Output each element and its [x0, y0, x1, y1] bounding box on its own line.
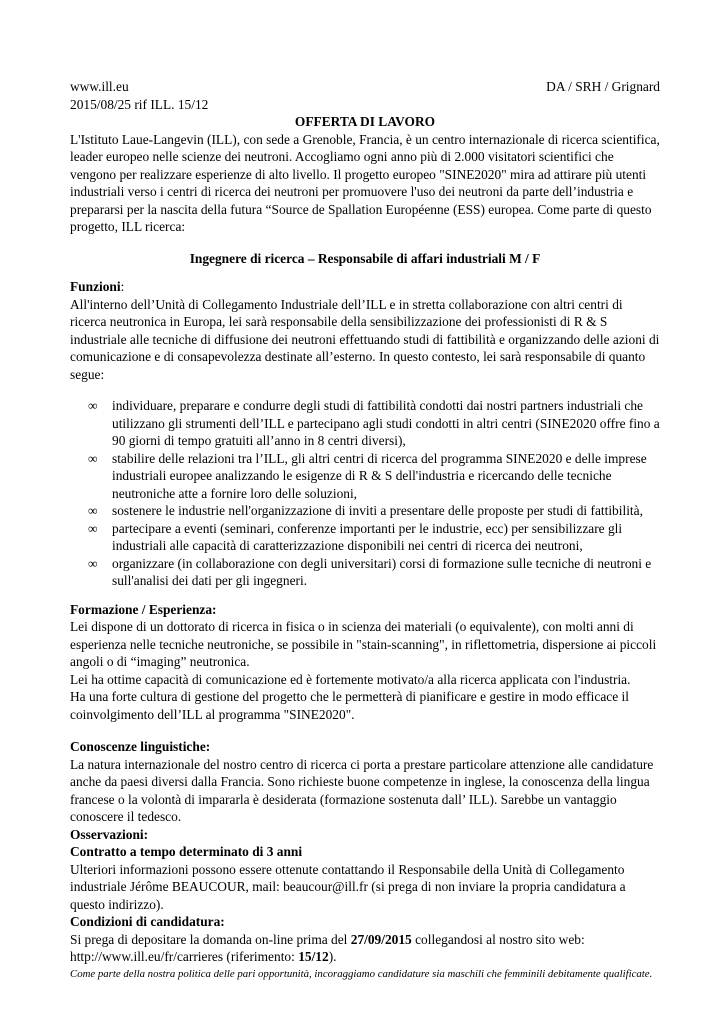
condizioni-text: ).: [328, 949, 337, 964]
header-website: www.ill.eu: [70, 79, 129, 94]
reference-number: 15/12: [298, 949, 329, 964]
list-item-text: individuare, preparare e condurre degli studi di fattibilità condotti dai nostri partners industriali che utilizzano gli strumenti dell’ILL e partecipano agli studi condotti in altri centri (SINE2020 offre fino a 90 giorni di tempo gratuiti all’anno in 8 centri diversi),: [112, 398, 660, 448]
section-formazione: [70, 601, 660, 724]
osservazioni-body: Ulteriori informazioni possono essere ottenute contattando il Responsabile della Unità di Collegamento industriale Jérôme BEAUCOUR, mail: beaucour@ill.fr (si prega di non inviare la propria candidatura a questo indirizzo).: [70, 861, 626, 912]
responsibilities-list: [70, 397, 660, 590]
list-item: [70, 502, 660, 520]
formazione-paragraph: Ha una forte cultura di gestione del progetto che le permetterà di pianificare e gestire in modo efficace il coinvolgimento dell’ILL al programma "SINE2020".: [70, 689, 629, 722]
header-date-ref: 2015/08/25 rif ILL. 15/12: [70, 96, 209, 112]
section-funzioni-heading: Funzioni:: [70, 279, 125, 294]
job-title: Ingegnere di ricerca – Responsabile di affari industriali M / F: [189, 250, 541, 266]
section-condizioni-heading: Condizioni di candidatura:: [70, 914, 225, 929]
section-condizioni: [70, 913, 660, 966]
condizioni-text: collegandosi al nostro sito web: http://www.ill.eu/fr/carrieres (riferimento:: [70, 931, 585, 964]
bullet-icon: ∞: [88, 555, 98, 571]
bullet-icon: ∞: [88, 450, 98, 466]
section-conoscenze-heading: Conoscenze linguistiche:: [70, 739, 211, 754]
list-item: [70, 520, 660, 555]
intro-paragraph: L'Istituto Laue-Langevin (ILL), con sede a Grenoble, Francia, è un centro internazionale di ricerca scientifica, leader europeo nelle scienze dei neutroni. Accogliamo ogni anno più di 2.000 visitatori scientifici che vengono per realizzare esperienze di alto livello. Il progetto europeo "SINE2020" mira ad attirare più utenti industriali verso i centri di ricerca dei neutroni per promuovere l'uso dei neutroni da parte dell’industria e prepararsi per la nascita della futura “Source de Spallation Européenne (ESS) europea. Come parte di questo progetto, ILL ricerca:: [70, 131, 660, 234]
bullet-icon: ∞: [88, 520, 98, 536]
conoscenze-body: La natura internazionale del nostro centro di ricerca ci porta a prestare particolare attenzione alle candidature anche da paesi diversi dalla Francia. Sono richieste buone competenze in inglese, la conoscenza della lingua francese o la volontà di impararla è desiderata (formazione sostenuta dall’ ILL). Sarebbe un vantaggio conoscere il tedesco.: [70, 756, 654, 824]
condizioni-body: [70, 931, 660, 966]
application-deadline: 27/09/2015: [350, 931, 412, 947]
list-item-text: stabilire delle relazioni tra l’ILL, gli altri centri di ricerca del programma SINE2020 e delle imprese industriali europee analizzando le esigenze di R & S dell'industria e ricercando delle tecniche neutroniche atte a fornire loro delle soluzioni,: [112, 450, 647, 501]
section-funzioni-body: All'interno dell’Unità di Collegamento Industriale dell’ILL e in stretta collaborazione con altri centri di ricerca neutronica in Europa, lei sarà responsabile della sensibilizzazione dei professionisti di R & S industriale alle tecniche di diffusione dei neutroni effettuando studi di fattibilità e organizzando delle azioni di comunicazione e di consapevolezza destinate all’esterno. In questo contesto, lei sarà responsabile di quanto segue:: [70, 296, 660, 382]
bullet-icon: ∞: [88, 398, 98, 413]
section-osservazioni-heading: Osservazioni:: [70, 826, 149, 842]
list-item-text: partecipare a eventi (seminari, conferenze importanti per le industrie, ecc) per sensibilizzare gli industriali alle capacità di caratterizzazione disponibili nei centri di ricerca dei neutroni,: [112, 520, 623, 553]
list-item-text: organizzare (in collaborazione con degli universitari) corsi di formazione sulle tecniche di neutroni e sull'analisi dei dati per gli ingegneri.: [112, 555, 652, 588]
list-item: [70, 555, 660, 590]
contract-duration: Contratto a tempo determinato di 3 anni: [70, 844, 303, 859]
section-osservazioni: [70, 826, 660, 914]
document-title: OFFERTA DI LAVORO: [294, 114, 436, 129]
list-item-text: sostenere le industrie nell'organizzazione di inviti a presentare delle proposte per studi di fattibilità,: [112, 503, 643, 518]
bullet-icon: ∞: [88, 503, 98, 518]
formazione-paragraph: Lei dispone di un dottorato di ricerca in fisica o in scienza dei materiali (o equivalente), con molti anni di esperienza nelle tecniche neutroniche, se possibile in "stain-scanning", in riflettometria, dispersione ai piccoli angoli o di “imaging” neutronica.: [70, 619, 657, 669]
condizioni-text: Si prega di depositare la domanda on-line prima del: [70, 931, 351, 947]
list-item: [70, 450, 660, 503]
header-reference: DA / SRH / Grignard: [546, 79, 660, 94]
formazione-paragraph: Lei ha ottime capacità di comunicazione ed è fortemente motivato/a alla ricerca applicata con l'industria.: [70, 671, 631, 687]
document-header: [70, 78, 660, 96]
equal-opportunity-note: Come parte della nostra politica delle pari opportunità, incoraggiamo candidature sia maschili che femminili debitamente qualificate.: [70, 967, 653, 980]
section-conoscenze: [70, 738, 660, 826]
section-formazione-heading: Formazione / Esperienza:: [70, 601, 217, 617]
list-item: [70, 397, 660, 450]
